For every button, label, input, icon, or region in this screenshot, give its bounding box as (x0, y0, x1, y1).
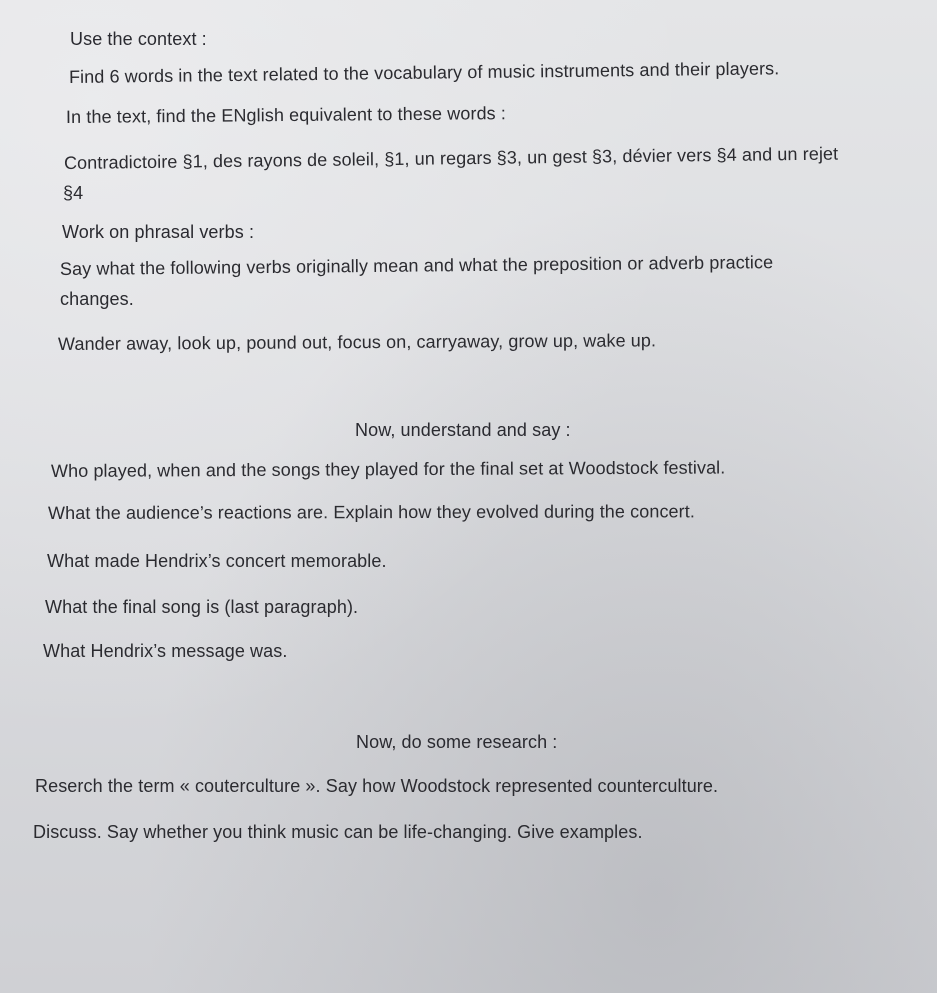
question-item: What the audience’s reactions are. Explain how they evolved during the concert. (47, 501, 695, 523)
task-find-equivalents: In the text, find the ENglish equivalent to these words : (65, 103, 507, 127)
question-item: What Hendrix’s message was. (43, 641, 288, 661)
french-words-line-1: Contradictoire §1, des rayons de soleil, §1, un regars §3, un gest §3, dévier vers §4 and un rejet (63, 143, 839, 173)
question-item: What made Hendrix’s concert memorable. (47, 551, 387, 571)
research-heading: Now, do some research : (356, 732, 558, 752)
phrasal-verbs-instruction-line-1: Say what the following verbs originally mean and what the preposition or adverb practice (59, 252, 774, 279)
context-heading: Use the context : (70, 29, 207, 49)
task-find-words: Find 6 words in the text related to the vocabulary of music instruments and their players. (68, 58, 780, 87)
research-task: Reserch the term « couterculture ». Say how Woodstock represented counterculture. (35, 776, 719, 796)
phrasal-verbs-heading: Work on phrasal verbs : (62, 222, 255, 242)
phrasal-verbs-instruction-line-2: changes. (60, 289, 134, 309)
phrasal-verbs-list: Wander away, look up, pound out, focus on, carryaway, grow up, wake up. (57, 330, 657, 354)
question-item: What the final song is (last paragraph). (45, 597, 359, 617)
research-task: Discuss. Say whether you think music can be life-changing. Give examples. (33, 822, 643, 842)
understand-heading: Now, understand and say : (355, 420, 571, 440)
french-words-line-2: §4 (63, 183, 84, 203)
question-item: Who played, when and the songs they played for the final set at Woodstock festival. (50, 457, 726, 481)
